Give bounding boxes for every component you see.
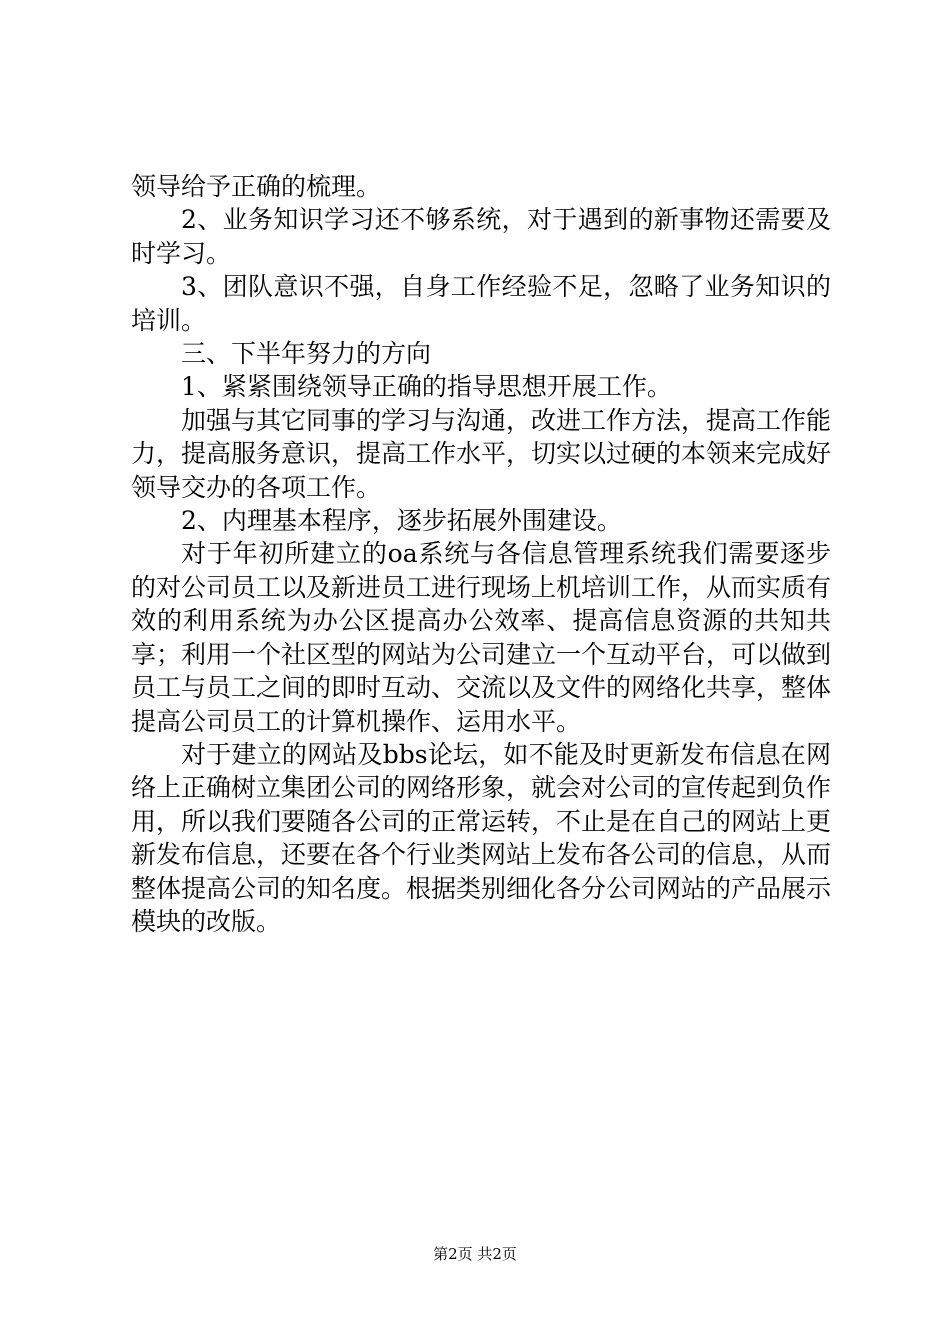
paragraph-7: 2、内理基本程序，逐步拓展外围建设。 xyxy=(181,506,622,536)
document-body xyxy=(131,170,831,938)
paragraph-8: 对于年初所建立的oa系统与各信息管理系统我们需要逐步的对公司员工以及新进员工进行现场上机培训工作，从而实质有效的利用系统为办公区提高办公效率、提高信息资源的共知共享；利用一个社区型的网站为公司建立一个互动平台，可以做到员工与员工之间的即时互动、交流以及文件的网络化共享，整体提高公司员工的计算机操作、运用水平。 xyxy=(131,539,832,736)
paragraph-6: 加强与其它同事的学习与沟通，改进工作方法，提高工作能力，提高服务意识，提高工作水平，切实以过硬的本领来完成好领导交办的各项工作。 xyxy=(131,405,832,502)
paragraph-1: 领导给予正确的梳理。 xyxy=(131,172,382,201)
page-footer: 第2页 共2页 xyxy=(433,1245,517,1263)
section-heading: 三、下半年努力的方向 xyxy=(181,339,432,369)
paragraph-2: 2、业务知识学习还不够系统，对于遇到的新事物还需要及时学习。 xyxy=(131,205,831,268)
paragraph-9: 对于建立的网站及bbs论坛，如不能及时更新发布信息在网络上正确树立集团公司的网络形象，就会对公司的宣传起到负作用，所以我们要随各公司的正常运转，不止是在自己的网站上更新发布信息，还要在各个行业类网站上发布各公司的信息，从而整体提高公司的知名度。根据类别细化各分公司网站的产品展示模块的改版。 xyxy=(131,739,832,936)
paragraph-3: 3、团队意识不强，自身工作经验不足，忽略了业务知识的培训。 xyxy=(131,272,831,335)
paragraph-5: 1、紧紧围绕领导正确的指导思想开展工作。 xyxy=(181,372,672,402)
